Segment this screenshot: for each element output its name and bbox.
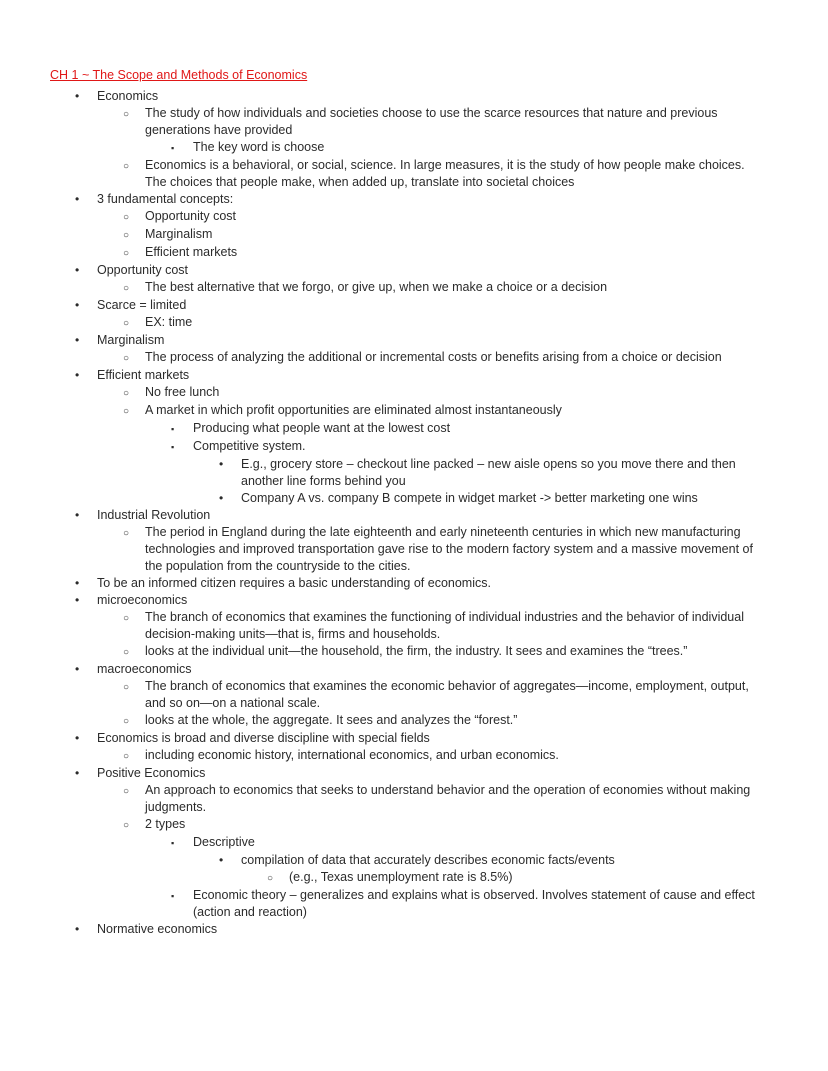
list-item xyxy=(50,887,768,921)
list-item-text: looks at the individual unit—the household, the firm, the industry. It sees and examines the “trees.” xyxy=(145,644,688,658)
list-item-text: Company A vs. company B compete in widget market -> better marketing one wins xyxy=(241,491,698,505)
bullet-icon: • xyxy=(75,333,80,347)
bullet-icon: • xyxy=(75,731,80,745)
list-item-text: The process of analyzing the additional or incremental costs or benefits arising from a choice or decision xyxy=(145,350,722,364)
list-item-text: A market in which profit opportunities are eliminated almost instantaneously xyxy=(145,403,562,417)
list-item xyxy=(50,349,768,367)
list-item xyxy=(50,834,768,852)
list-item-text: Marginalism xyxy=(97,333,165,347)
list-item xyxy=(50,191,768,208)
bullet-icon: ○ xyxy=(123,318,130,329)
bullet-icon: • xyxy=(75,192,80,206)
list-item-text: Competitive system. xyxy=(193,439,306,453)
list-item xyxy=(50,592,768,609)
bullet-icon: • xyxy=(75,298,80,312)
list-item-text: The period in England during the late eighteenth and early nineteenth centuries in which new manufacturing technologies and improved transportation gave rise to the modern factory system and a massive movement of the population from the countryside to the cities. xyxy=(145,525,753,573)
bullet-icon: • xyxy=(75,89,80,103)
notes-list xyxy=(50,88,768,938)
list-item xyxy=(50,262,768,279)
list-item xyxy=(50,782,768,816)
list-item-text: Scarce = limited xyxy=(97,298,187,312)
list-item-text: Opportunity cost xyxy=(97,263,189,277)
list-item xyxy=(50,747,768,765)
list-item xyxy=(50,456,768,490)
bullet-icon: ○ xyxy=(123,283,130,294)
bullet-icon: ▪ xyxy=(171,891,175,901)
bullet-icon: ○ xyxy=(123,786,130,797)
list-item xyxy=(50,208,768,226)
list-item xyxy=(50,279,768,297)
bullet-icon: • xyxy=(75,508,80,522)
bullet-icon: • xyxy=(75,922,80,936)
bullet-icon: ○ xyxy=(123,647,130,658)
list-item-text: including economic history, international economics, and urban economics. xyxy=(145,748,559,762)
bullet-icon: ○ xyxy=(123,820,130,831)
list-item-text: 2 types xyxy=(145,817,186,831)
bullet-icon: • xyxy=(219,491,224,505)
bullet-icon: ○ xyxy=(123,353,130,364)
list-item-text: Industrial Revolution xyxy=(97,508,211,522)
bullet-icon: • xyxy=(75,766,80,780)
list-item-text: Descriptive xyxy=(193,835,255,849)
list-item-text: 3 fundamental concepts: xyxy=(97,192,234,206)
list-item-text: An approach to economics that seeks to understand behavior and the operation of economies without making judgments. xyxy=(145,783,751,814)
bullet-icon: ▪ xyxy=(171,424,175,434)
list-item xyxy=(50,852,768,869)
list-item-text: To be an informed citizen requires a basic understanding of economics. xyxy=(97,576,491,590)
list-item-text: compilation of data that accurately describes economic facts/events xyxy=(241,853,615,867)
list-item xyxy=(50,816,768,834)
list-item-text: Economics is a behavioral, or social, science. In large measures, it is the study of how people make choices. The choices that people make, when added up, translate into societal choices xyxy=(145,158,745,189)
list-item-text: Opportunity cost xyxy=(145,209,237,223)
list-item-text: Efficient markets xyxy=(97,368,190,382)
bullet-icon: • xyxy=(75,576,80,590)
list-item xyxy=(50,609,768,643)
bullet-icon: ○ xyxy=(123,682,130,693)
list-item xyxy=(50,490,768,507)
list-item xyxy=(50,244,768,262)
bullet-icon: • xyxy=(219,853,224,867)
list-item xyxy=(50,157,768,191)
list-item-text: The branch of economics that examines the functioning of individual industries and the behavior of individual decision-making units—that is, firms and households. xyxy=(145,610,744,641)
list-item-text: Marginalism xyxy=(145,227,213,241)
list-item xyxy=(50,678,768,712)
bullet-icon: ○ xyxy=(123,248,130,259)
list-item xyxy=(50,297,768,314)
list-item xyxy=(50,88,768,105)
bullet-icon: • xyxy=(75,263,80,277)
list-item xyxy=(50,765,768,782)
list-item-text: The study of how individuals and societies choose to use the scarce resources that nature and previous generations have provided xyxy=(145,106,718,137)
bullet-icon: ○ xyxy=(123,716,130,727)
list-item-text: looks at the whole, the aggregate. It sees and analyzes the “forest.” xyxy=(145,713,518,727)
bullet-icon: ○ xyxy=(123,388,130,399)
list-item xyxy=(50,661,768,678)
bullet-icon: ○ xyxy=(267,873,274,884)
list-item xyxy=(50,105,768,139)
page-title: CH 1 ~ The Scope and Methods of Economics xyxy=(50,68,308,82)
bullet-icon: ○ xyxy=(123,528,130,539)
bullet-icon: • xyxy=(75,662,80,676)
list-item xyxy=(50,869,768,887)
bullet-icon: ▪ xyxy=(171,442,175,452)
list-item-text: Economic theory – generalizes and explains what is observed. Involves statement of cause and effect (action and reaction) xyxy=(193,888,755,919)
list-item xyxy=(50,402,768,420)
list-item xyxy=(50,438,768,456)
bullet-icon: ○ xyxy=(123,613,130,624)
list-item-text: EX: time xyxy=(145,315,193,329)
bullet-icon: ▪ xyxy=(171,143,175,153)
list-item xyxy=(50,575,768,592)
list-item-text: The branch of economics that examines the economic behavior of aggregates—income, employment, output, and so on—on a national scale. xyxy=(145,679,749,710)
list-item-text: E.g., grocery store – checkout line packed – new aisle opens so you move there and then another line forms behind you xyxy=(241,457,736,488)
list-item-text: Producing what people want at the lowest cost xyxy=(193,421,451,435)
bullet-icon: ○ xyxy=(123,109,130,120)
list-item xyxy=(50,332,768,349)
list-item xyxy=(50,314,768,332)
list-item-text: Efficient markets xyxy=(145,245,238,259)
bullet-icon: ○ xyxy=(123,406,130,417)
list-item xyxy=(50,921,768,938)
list-item-text: Economics xyxy=(97,89,159,103)
bullet-icon: ○ xyxy=(123,751,130,762)
list-item-text: Normative economics xyxy=(97,922,218,936)
bullet-icon: • xyxy=(75,593,80,607)
bullet-icon: • xyxy=(219,457,224,471)
list-item xyxy=(50,226,768,244)
list-item-text: Economics is broad and diverse discipline with special fields xyxy=(97,731,430,745)
list-item xyxy=(50,384,768,402)
bullet-icon: ○ xyxy=(123,230,130,241)
list-item-text: The best alternative that we forgo, or give up, when we make a choice or a decision xyxy=(145,280,608,294)
list-item xyxy=(50,524,768,575)
list-item-text: microeconomics xyxy=(97,593,188,607)
bullet-icon: • xyxy=(75,368,80,382)
list-item xyxy=(50,643,768,661)
list-item xyxy=(50,139,768,157)
list-item-text: macroeconomics xyxy=(97,662,192,676)
list-item xyxy=(50,367,768,384)
bullet-icon: ○ xyxy=(123,161,130,172)
list-item xyxy=(50,730,768,747)
list-item-text: The key word is choose xyxy=(193,140,325,154)
bullet-icon: ▪ xyxy=(171,838,175,848)
bullet-icon: ○ xyxy=(123,212,130,223)
list-item xyxy=(50,420,768,438)
list-item xyxy=(50,712,768,730)
list-item-text: No free lunch xyxy=(145,385,220,399)
list-item-text: (e.g., Texas unemployment rate is 8.5%) xyxy=(289,870,513,884)
list-item-text: Positive Economics xyxy=(97,766,206,780)
list-item xyxy=(50,507,768,524)
